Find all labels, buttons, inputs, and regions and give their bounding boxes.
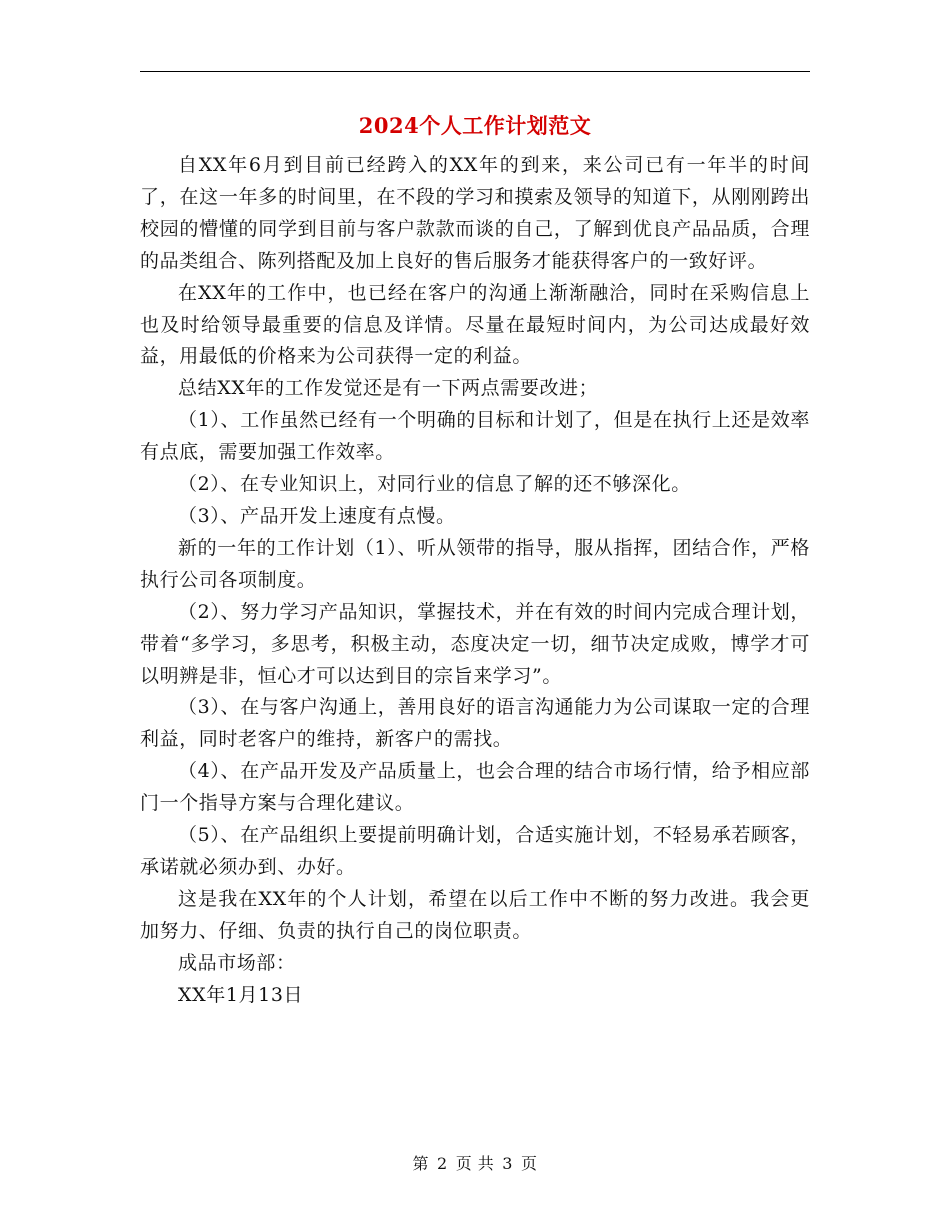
paragraph-8: （2）、努力学习产品知识，掌握技术，并在有效的时间内完成合理计划，带着“多学习，多思考，积极主动，态度决定一切，细节决定成败，博学才可以明辨是非，恒心才可以达到目的宗旨来学习”。 bbox=[140, 600, 810, 687]
header-rule bbox=[140, 71, 810, 72]
paragraph-6: （3）、产品开发上速度有点慢。 bbox=[178, 504, 456, 527]
paragraph-2: 在XX年的工作中，也已经在客户的沟通上渐渐融洽，同时在采购信息上也及时给领导最重要的信息及详情。尽量在最短时间内，为公司达成最好效益，用最低的价格来为公司获得一定的利益。 bbox=[140, 281, 810, 368]
footer-total-pages: 3 bbox=[502, 1154, 513, 1173]
document-title: 2024个人工作计划范文 bbox=[358, 113, 592, 138]
paragraph-9: （3）、在与客户沟通上，善用良好的语言沟通能力为公司谋取一定的合理利益，同时老客户的维持，新客户的需找。 bbox=[140, 696, 810, 751]
paragraph-4: （1）、工作虽然已经有一个明确的目标和计划了，但是在执行上还是效率有点底，需要加强工作效率。 bbox=[140, 409, 810, 464]
paragraph-10: （4）、在产品开发及产品质量上，也会合理的结合市场行情，给予相应部门一个指导方案与合理化建议。 bbox=[140, 760, 810, 815]
document-body bbox=[140, 150, 810, 1011]
paragraph-5: （2）、在专业知识上，对同行业的信息了解的还不够深化。 bbox=[178, 473, 691, 496]
paragraph-11: （5）、在产品组织上要提前明确计划，合适实施计划，不轻易承若顾客，承诺就必须办到、办好。 bbox=[140, 824, 810, 878]
footer-middle: 页 共 bbox=[455, 1154, 495, 1173]
signature-department: 成品市场部： bbox=[178, 951, 296, 974]
signature-date: XX年1月13日 bbox=[178, 983, 304, 1006]
footer-prefix: 第 bbox=[412, 1154, 430, 1173]
paragraph-12: 这是我在XX年的个人计划，希望在以后工作中不断的努力改进。我会更加努力、仔细、负责的执行自己的岗位职责。 bbox=[140, 887, 810, 942]
page-footer bbox=[0, 1152, 950, 1176]
paragraph-1: 自XX年6月到目前已经跨入的XX年的到来，来公司已有一年半的时间了，在这一年多的时间里，在不段的学习和摸索及领导的知道下，从刚刚跨出校园的懵懂的同学到目前与客户款款而谈的自己，了解到优良产品品质，合理的品类组合、陈列搭配及加上良好的售后服务才能获得客户的一致好评。 bbox=[140, 154, 810, 272]
paragraph-3: 总结XX年的工作发觉还是有一下两点需要改进； bbox=[178, 377, 599, 400]
footer-suffix: 页 bbox=[520, 1154, 538, 1173]
paragraph-7: 新的一年的工作计划（1）、听从领带的指导，服从指挥，团结合作，严格执行公司各项制度。 bbox=[140, 536, 810, 591]
footer-current-page: 2 bbox=[437, 1154, 448, 1173]
